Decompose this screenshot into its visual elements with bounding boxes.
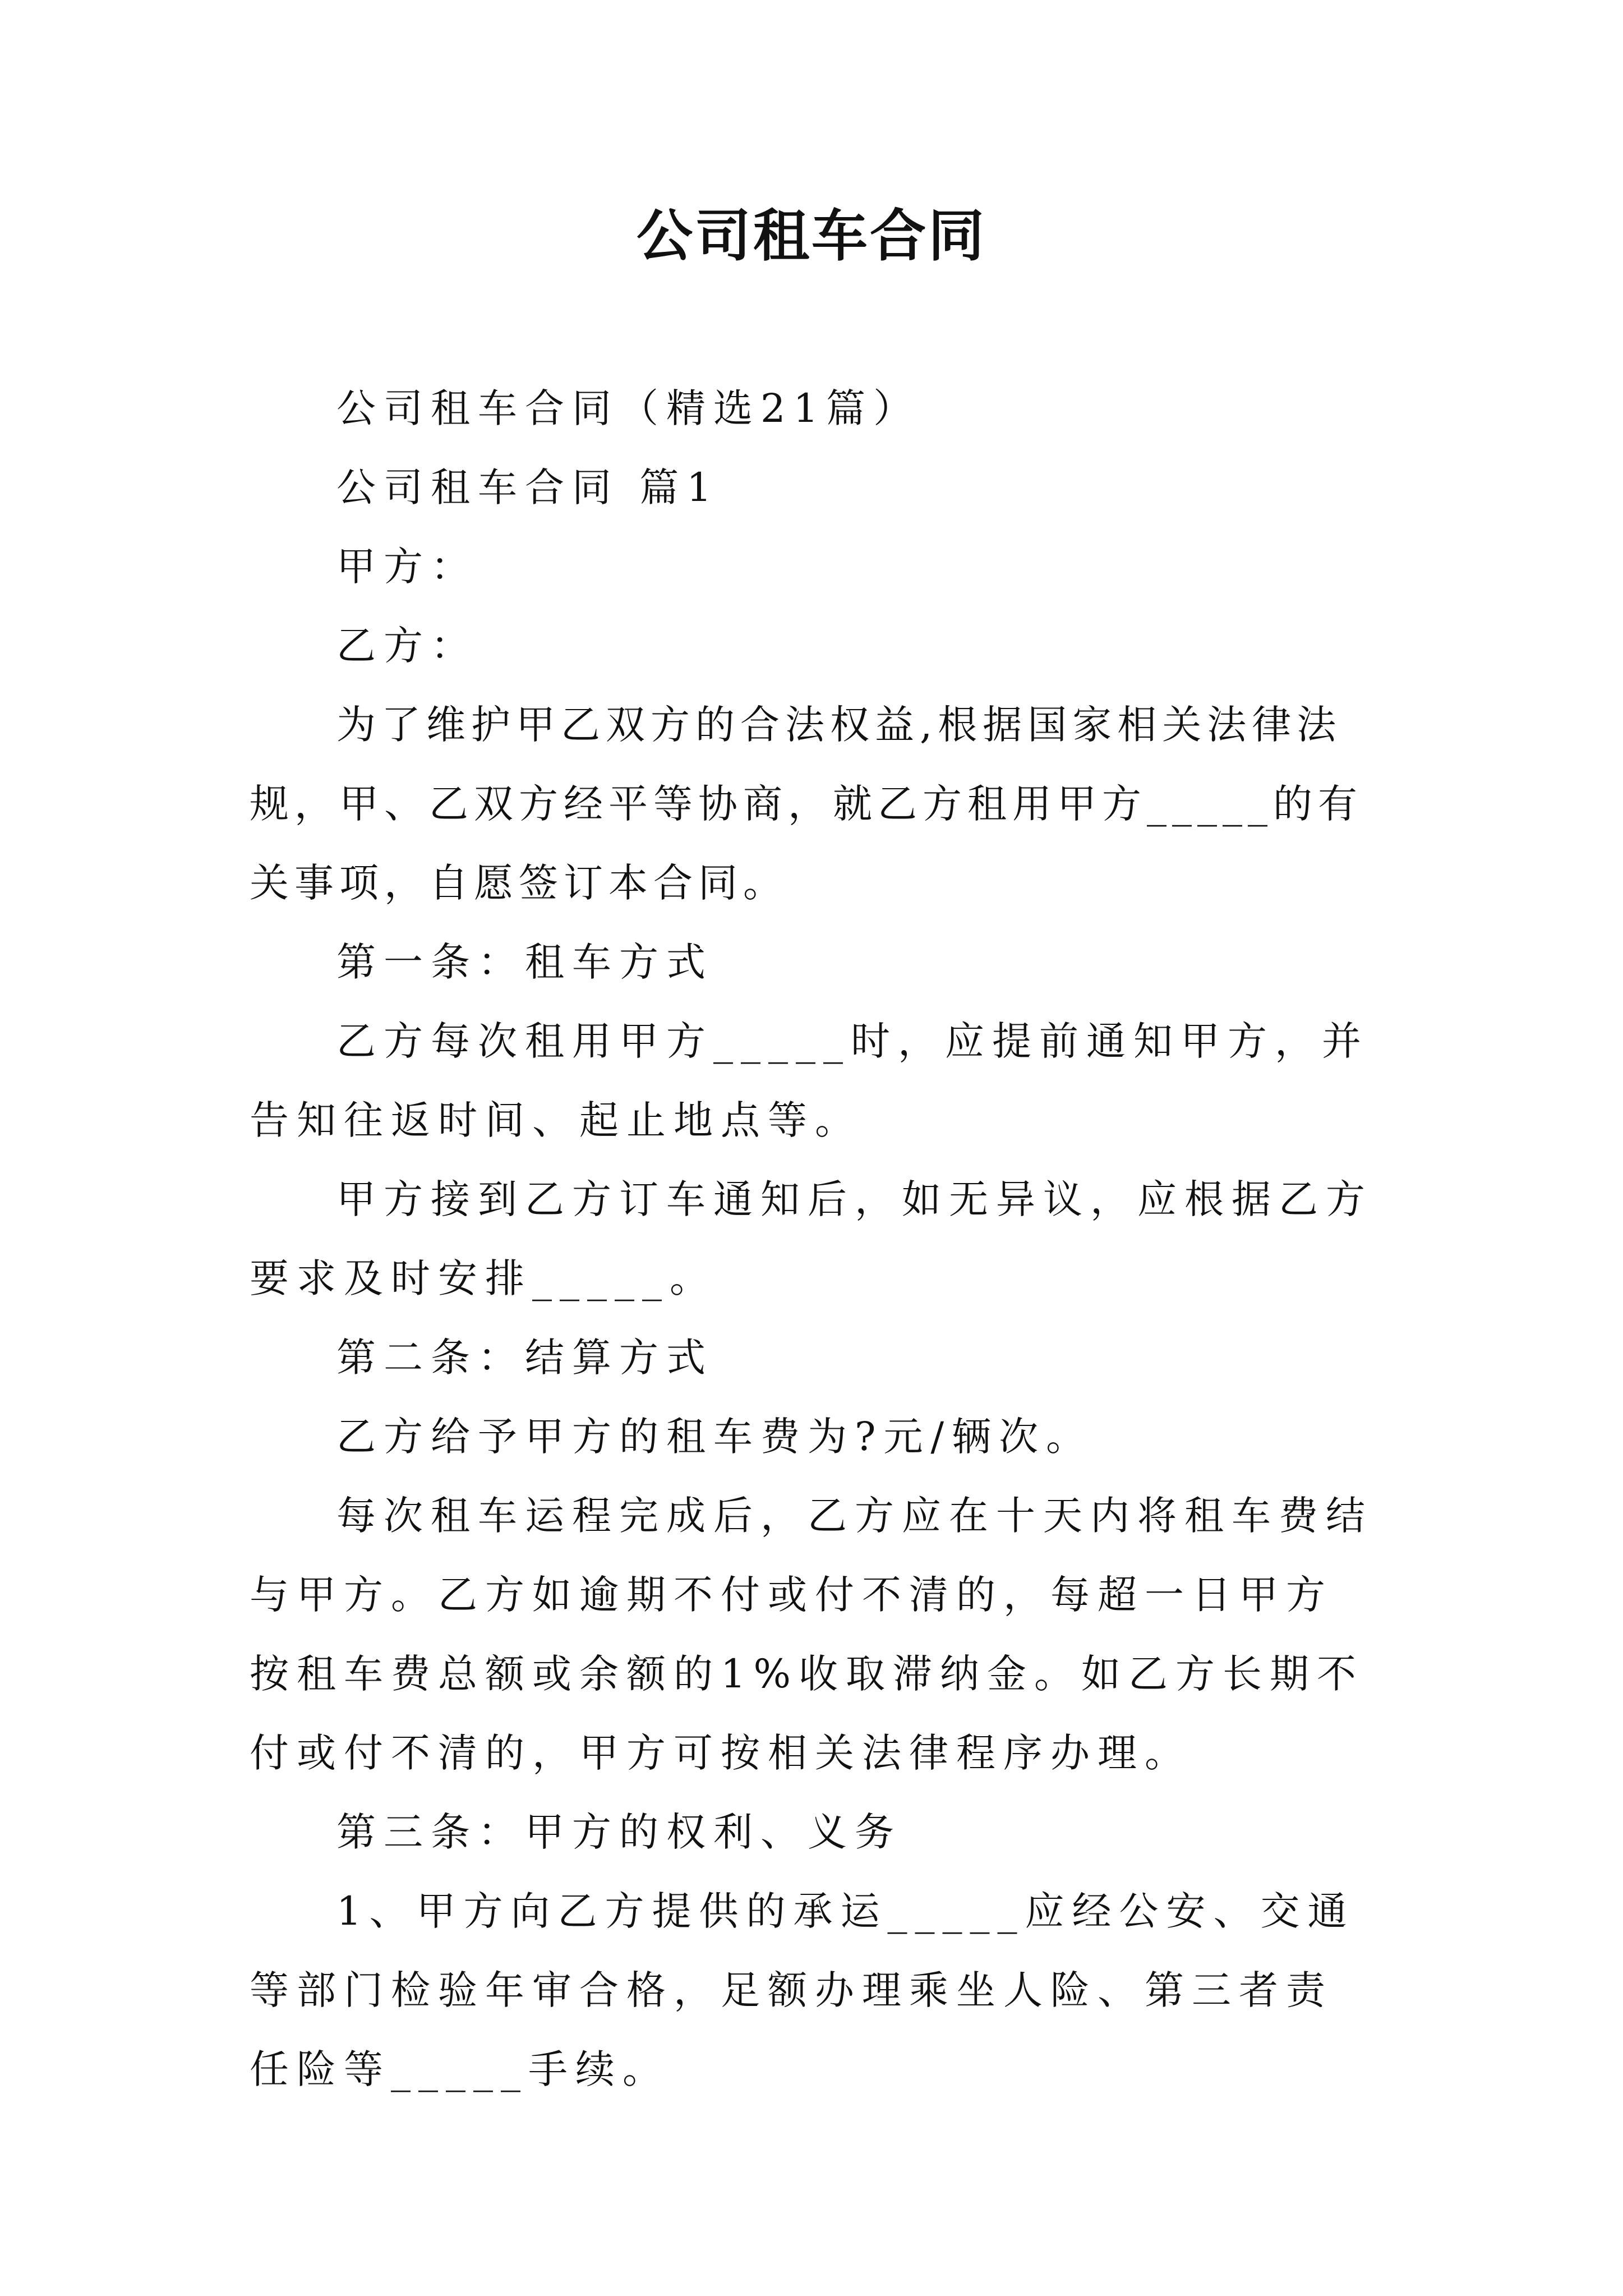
preamble-paragraph: 为了维护甲乙双方的合法权益,根据国家相关法律法规，甲、乙双方经平等协商，就乙方租用甲方_____的有关事项，自愿签订本合同。 xyxy=(250,702,1363,906)
article-1-paragraph-1: 乙方每次租用甲方_____时，应提前通知甲方，并告知往返时间、起止地点等。 xyxy=(250,1018,1369,1143)
subtitle-paragraph: 公司租车合同（精选21篇） xyxy=(336,385,921,431)
document-title: 公司租车合同 xyxy=(637,203,986,269)
party-b-label: 乙方： xyxy=(336,623,478,669)
document-body xyxy=(250,369,1380,2109)
article-1-heading: 第一条：租车方式 xyxy=(336,939,713,985)
article-3-heading: 第三条：甲方的权利、义务 xyxy=(336,1809,902,1855)
article-2-heading: 第二条：结算方式 xyxy=(336,1335,713,1381)
article-2-paragraph-2: 每次租车运程完成后，乙方应在十天内将租车费结与甲方。乙方如逾期不付或付不清的，每超一日甲方按租车费总额或余额的1%收取滞纳金。如乙方长期不付或付不清的，甲方可按相关法律程序办理。 xyxy=(250,1493,1373,1776)
article-1-paragraph-2: 甲方接到乙方订车通知后，如无异议，应根据乙方要求及时安排_____。 xyxy=(250,1176,1373,1301)
article-2-paragraph-1: 乙方给予甲方的租车费为?元/辆次。 xyxy=(336,1414,1094,1460)
article-3-paragraph-1: 1、甲方向乙方提供的承运_____应经公安、交通等部门检验年审合格，足额办理乘坐人险、第三者责任险等_____手续。 xyxy=(250,1888,1355,2092)
section-heading: 公司租车合同 篇1 xyxy=(336,464,720,510)
party-a-label: 甲方： xyxy=(336,544,478,590)
